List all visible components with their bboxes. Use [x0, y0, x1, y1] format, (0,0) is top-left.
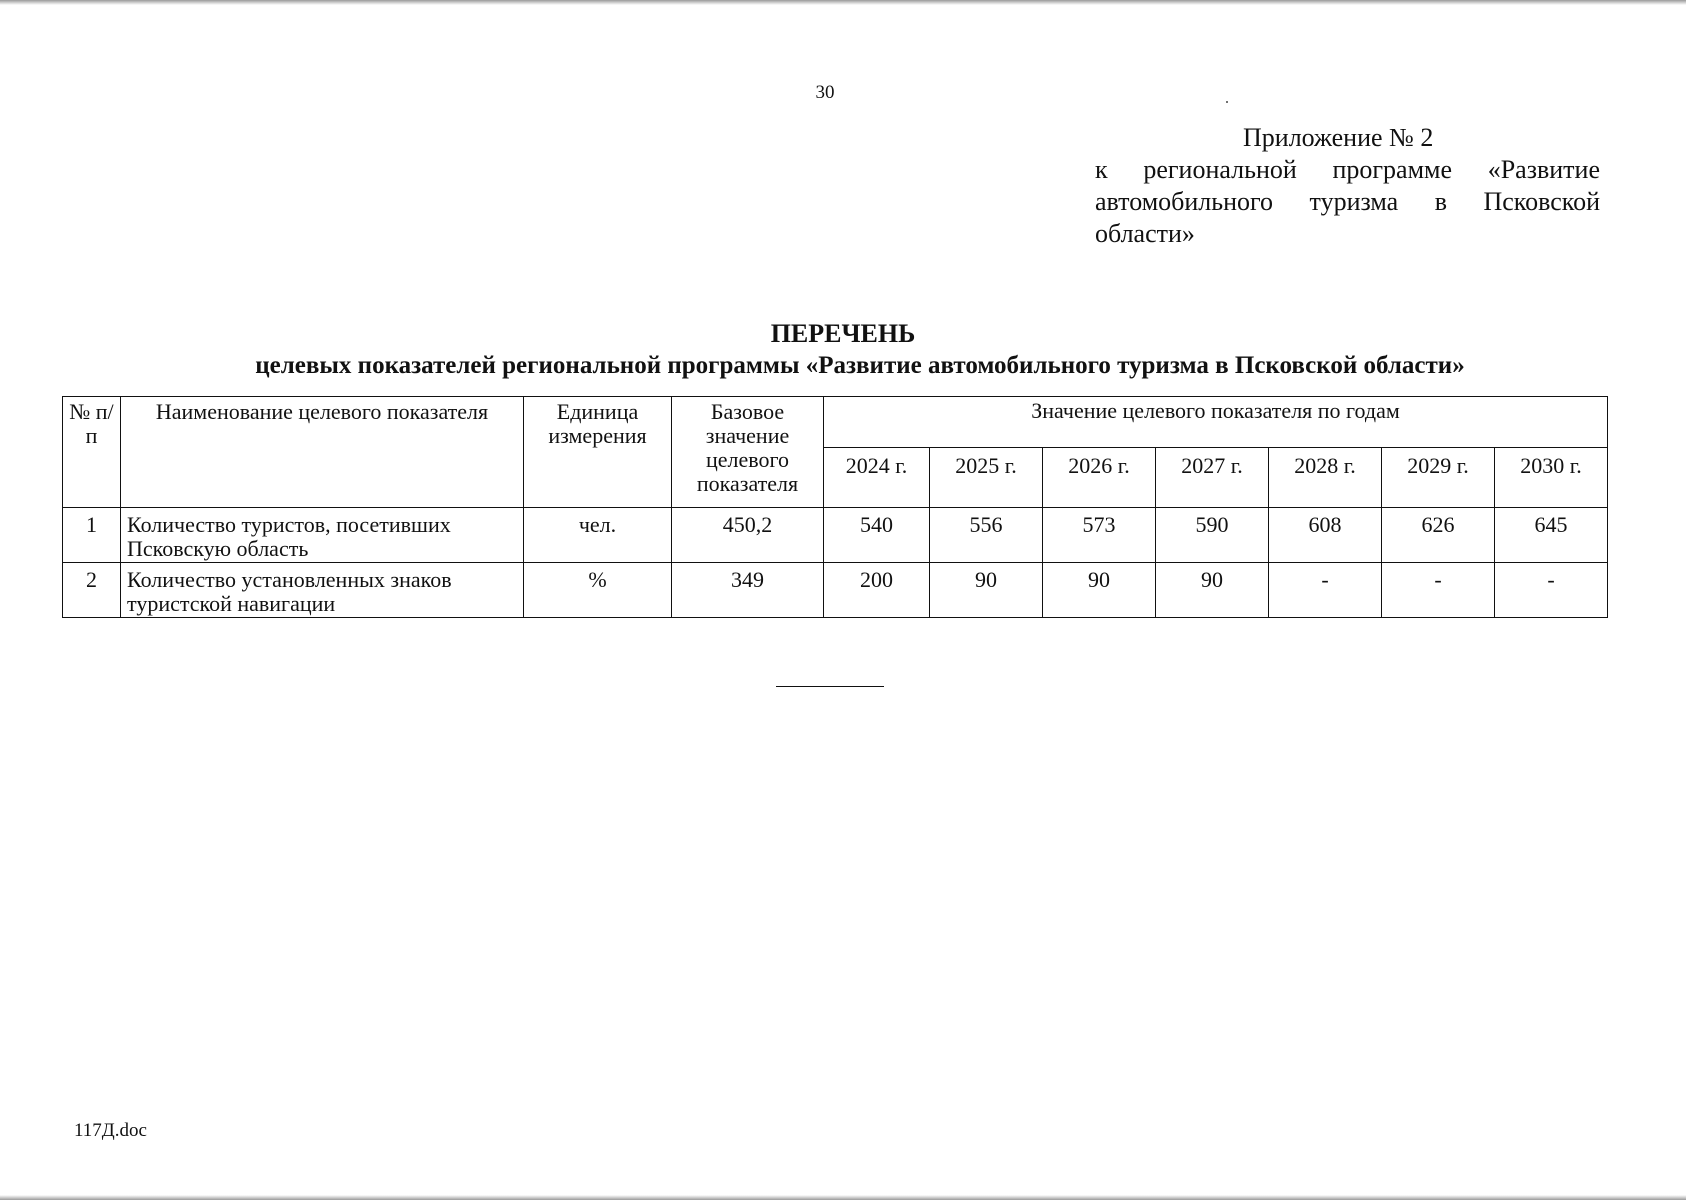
row-year-value: 200 [824, 563, 930, 618]
document-title: ПЕРЕЧЕНЬ [770, 319, 916, 348]
row-indicator-name: Количество туристов, посетивших Псковскую область [121, 508, 524, 563]
row-year-value: 645 [1495, 508, 1608, 563]
page-number: 30 [815, 82, 835, 103]
row-year-value: 573 [1043, 508, 1156, 563]
appendix-note [1095, 122, 1600, 250]
scan-speck [1226, 101, 1228, 103]
row-year-value: - [1269, 563, 1382, 618]
row-year-value: - [1382, 563, 1495, 618]
indicators-table [62, 396, 1608, 618]
row-year-value: 590 [1156, 508, 1269, 563]
row-year-value: - [1495, 563, 1608, 618]
row-year-value: 626 [1382, 508, 1495, 563]
row-year-value: 556 [930, 508, 1043, 563]
header-years-group: Значение целевого показателя по годам [824, 397, 1608, 448]
row-year-value: 540 [824, 508, 930, 563]
header-year: 2030 г. [1495, 448, 1608, 508]
header-base-value: Базовое значение целевого показателя [672, 397, 824, 508]
scan-edge-top [0, 0, 1686, 5]
row-unit: чел. [524, 508, 672, 563]
row-unit: % [524, 563, 672, 618]
header-unit: Единица измерения [524, 397, 672, 508]
row-year-value: 90 [1043, 563, 1156, 618]
header-year: 2028 г. [1269, 448, 1382, 508]
row-year-value: 608 [1269, 508, 1382, 563]
row-year-value: 90 [1156, 563, 1269, 618]
row-indicator-name: Количество установленных знаков туристской навигации [121, 563, 524, 618]
row-base-value: 349 [672, 563, 824, 618]
header-name: Наименование целевого показателя [121, 397, 524, 508]
header-num: № п/п [63, 397, 121, 508]
table-row [63, 563, 1608, 618]
header-year: 2027 г. [1156, 448, 1269, 508]
row-num: 2 [63, 563, 121, 618]
header-year: 2026 г. [1043, 448, 1156, 508]
table-row [63, 508, 1608, 563]
row-base-value: 450,2 [672, 508, 824, 563]
appendix-text: к региональной программе «Развитие автомобильного туризма в Псковской области» [1095, 155, 1600, 248]
appendix-number: Приложение № 2 [1243, 123, 1434, 152]
document-subtitle: целевых показателей региональной программы «Развитие автомобильного туризма в Псковской области» [255, 352, 1465, 379]
row-num: 1 [63, 508, 121, 563]
header-year: 2025 г. [930, 448, 1043, 508]
table-header-row [63, 397, 1608, 448]
file-name: 117Д.doc [74, 1120, 147, 1141]
row-year-value: 90 [930, 563, 1043, 618]
end-rule [776, 686, 884, 687]
header-year: 2024 г. [824, 448, 930, 508]
scan-edge-bottom [0, 1195, 1686, 1200]
header-year: 2029 г. [1382, 448, 1495, 508]
